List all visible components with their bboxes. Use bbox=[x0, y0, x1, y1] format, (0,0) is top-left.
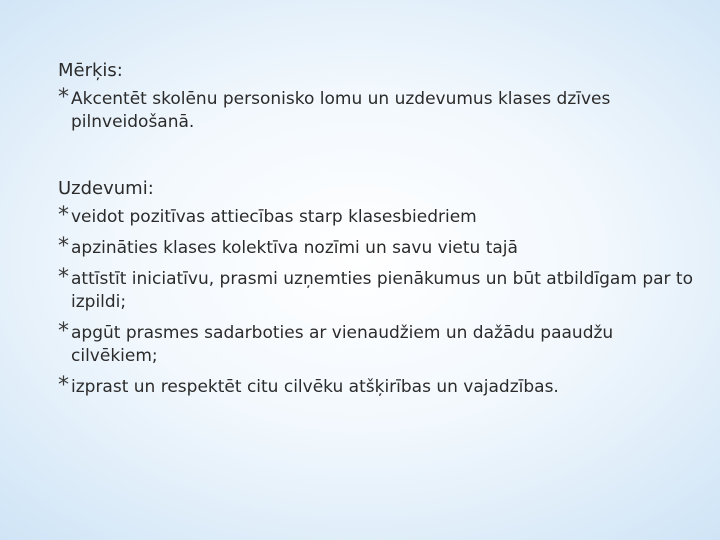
task-item bbox=[58, 319, 698, 368]
tasks-heading: Uzdevumi: bbox=[58, 178, 154, 199]
aim-heading: Mērķis: bbox=[58, 60, 123, 81]
slide-content bbox=[58, 58, 698, 399]
asterisk-bullet-icon: * bbox=[58, 319, 69, 344]
task-item-text: apgūt prasmes sadarboties ar vienaudžiem un dažādu paaudžu cilvēkiem; bbox=[71, 323, 614, 366]
task-item-text: veidot pozitīvas attiecības starp klasesbiedriem bbox=[71, 207, 477, 227]
asterisk-bullet-icon: * bbox=[58, 373, 69, 398]
task-item bbox=[58, 373, 698, 399]
asterisk-bullet-icon: * bbox=[58, 265, 69, 290]
task-item bbox=[58, 234, 698, 260]
tasks-list bbox=[58, 203, 698, 399]
asterisk-bullet-icon: * bbox=[58, 85, 69, 110]
task-item-text: attīstīt iniciatīvu, prasmi uzņemties pienākumus un būt atbildīgam par to izpildi; bbox=[71, 269, 693, 312]
asterisk-bullet-icon: * bbox=[58, 203, 69, 228]
asterisk-bullet-icon: * bbox=[58, 234, 69, 259]
task-item-text: apzināties klases kolektīva nozīmi un savu vietu tajā bbox=[71, 238, 518, 258]
task-item bbox=[58, 203, 698, 229]
aim-list bbox=[58, 85, 698, 134]
task-item bbox=[58, 265, 698, 314]
aim-item bbox=[58, 85, 698, 134]
aim-item-text: Akcentēt skolēnu personisko lomu un uzdevumus klases dzīves pilnveidošanā. bbox=[71, 89, 611, 132]
task-item-text: izprast un respektēt citu cilvēku atšķirības un vajadzības. bbox=[71, 377, 559, 397]
